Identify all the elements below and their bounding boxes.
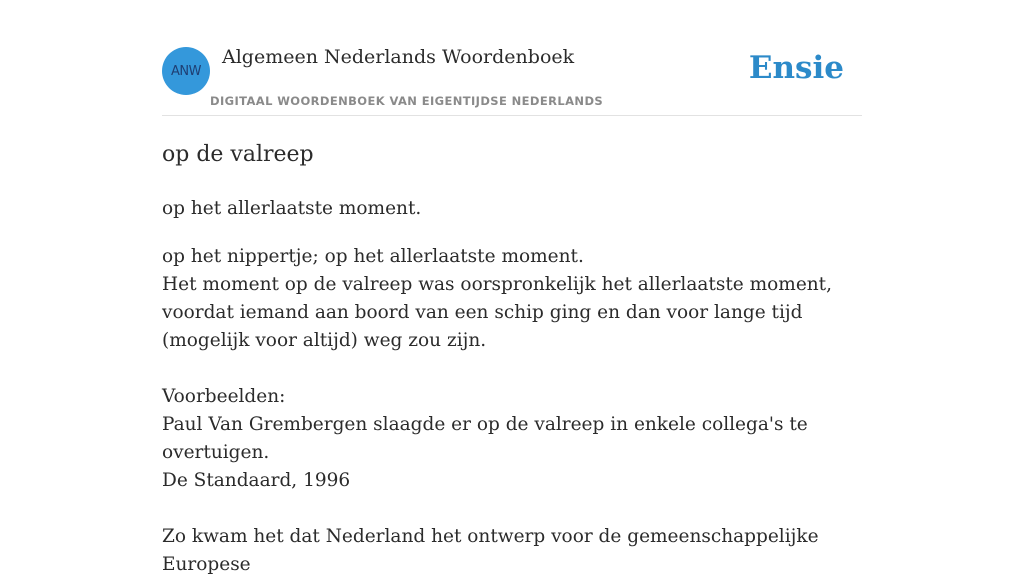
short-definition: op het allerlaatste moment. — [162, 198, 422, 219]
anw-logo[interactable]: ANW — [162, 47, 210, 95]
ensie-brand-logo[interactable]: Ensie — [748, 50, 844, 86]
site-subtitle: DIGITAAL WOORDENBOEK VAN EIGENTIJDSE NEDERLANDS — [210, 94, 604, 108]
long-definition: op het nippertje; op het allerlaatste moment. Het moment op de valreep was oorspronkelijk het allerlaatste moment, voordat iemand aan boord van een schip ging en dan voor lange tijd (mogelijk voor altijd) weg zou zijn. Voorbeelden: Paul Van Grembergen slaagde er op de valreep in enkele collega's te overtuigen. De Standaard, 1996 Zo kwam het dat Nederland het ontwerp voor de gemeenschappelijke Europese — [162, 246, 833, 575]
entry-title: op de valreep — [162, 142, 314, 167]
site-title[interactable]: Algemeen Nederlands Woordenboek — [222, 46, 575, 68]
page — [162, 0, 862, 579]
site-header — [162, 0, 862, 116]
